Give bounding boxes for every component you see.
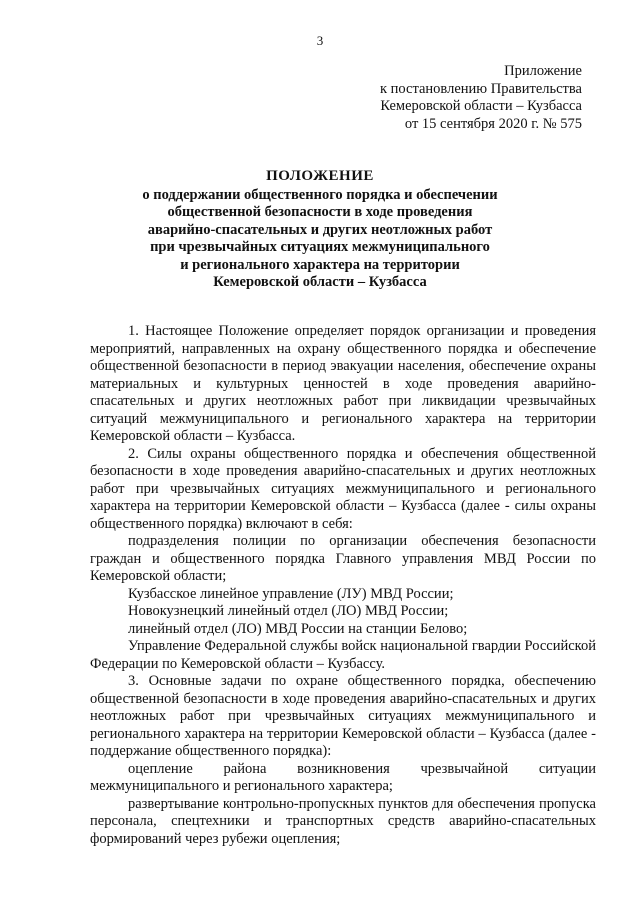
paragraph: 3. Основные задачи по охране общественного порядка, обеспечению общественной безопасности в ходе проведения аварийно-спасательных и других неотложных работ при чрезвычайных ситуациях межмуниципального и регионального характера на территории Кемеровской области – Кузбасса (далее - поддержание общественного порядка): <box>90 673 596 759</box>
document-body <box>90 323 596 848</box>
title-line: аварийно-спасательных и других неотложных работ <box>147 221 493 238</box>
paragraph: линейный отдел (ЛО) МВД России на станции Белово; <box>128 620 468 637</box>
appendix-line: от 15 сентября 2020 г. № 575 <box>404 115 582 132</box>
appendix-line: Приложение <box>504 63 582 79</box>
title-line: общественной безопасности в ходе проведения <box>167 204 473 220</box>
document-title <box>0 168 640 292</box>
appendix-line: Кемеровской области – Кузбасса <box>380 98 582 114</box>
title-heading: ПОЛОЖЕНИЕ <box>266 168 374 184</box>
title-line: Кемеровской области – Кузбасса <box>213 274 427 290</box>
paragraph: Новокузнецкий линейный отдел (ЛО) МВД России; <box>128 603 449 619</box>
title-line: при чрезвычайных ситуациях межмуниципального <box>150 239 490 255</box>
paragraph: подразделения полиции по организации обеспечения безопасности граждан и общественного порядка Главного управления МВД России по Кемеровской области; <box>90 533 596 584</box>
paragraph: 1. Настоящее Положение определяет порядок организации и проведения мероприятий, направленных на охрану общественного порядка и обеспечение общественной безопасности в период эвакуации населения, обеспечение охраны материальных и культурных ценностей в ходе проведения аварийно-спасательных и других неотложных работ при ликвидации чрезвычайных ситуаций межмуниципального и регионального характера на территории Кемеровской области – Кузбасса. <box>90 323 596 444</box>
appendix-line: к постановлению Правительства <box>380 80 582 97</box>
paragraph: Кузбасское линейное управление (ЛУ) МВД России; <box>128 585 454 602</box>
title-line: и регионального характера на территории <box>180 256 460 273</box>
paragraph: оцепление района возникновения чрезвычайной ситуации межмуниципального и регионального характера; <box>90 760 596 794</box>
paragraph: Управление Федеральной службы войск национальной гвардии Российской Федерации по Кемеровской области – Кузбассу. <box>90 638 596 672</box>
paragraph: развертывание контрольно-пропускных пунктов для обеспечения пропуска персонала, спецтехники и транспортных средств аварийно-спасательных формирований через рубежи оцепления; <box>90 795 596 847</box>
page-number: 3 <box>316 33 324 48</box>
paragraph: 2. Силы охраны общественного порядка и обеспечения общественной безопасности в ходе проведения аварийно-спасательных и других неотложных работ при чрезвычайных ситуациях межмуниципального и регионального характера на территории Кемеровской области – Кузбасса (далее - силы охраны общественного порядка) включают в себя: <box>90 445 596 532</box>
appendix-block <box>380 63 582 133</box>
title-line: о поддержании общественного порядка и обеспечении <box>142 186 498 203</box>
